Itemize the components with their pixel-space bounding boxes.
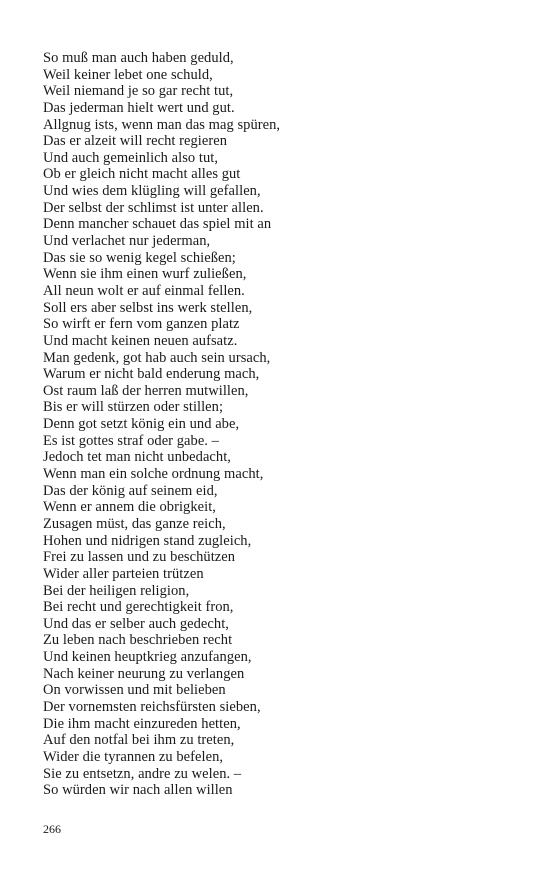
page-number: 266 (43, 822, 61, 836)
verse-line: Frei zu lassen und zu beschützen (43, 549, 236, 566)
verse-line: Bei der heiligen religion, (43, 582, 190, 599)
verse-line: Wenn sie ihm einen wurf zuließen, (43, 266, 247, 283)
verse-line: All neun wolt er auf einmal fellen. (43, 282, 245, 299)
verse-line: Der vornemsten reichsfürsten sieben, (43, 698, 261, 715)
verse-line: Es ist gottes straf oder gabe. – (43, 432, 219, 449)
verse-line: Und wies dem klügling will gefallen, (43, 183, 261, 200)
verse-line: Jedoch tet man nicht unbedacht, (43, 449, 231, 466)
verse-line: So würden wir nach allen willen (43, 782, 233, 799)
verse-line: Wenn er annem die obrigkeit, (43, 499, 216, 516)
verse-line: Man gedenk, got hab auch sein ursach, (43, 349, 271, 366)
verse-line: Zu leben nach beschrieben recht (43, 632, 233, 649)
verse-line: Und keinen heuptkrieg anzufangen, (43, 649, 252, 666)
verse-line: Bei recht und gerechtigkeit fron, (43, 599, 234, 616)
verse-line: Wider aller parteien trützen (43, 565, 204, 582)
verse-line: Bis er will stürzen oder stillen; (43, 399, 224, 416)
verse-line: On vorwissen und mit belieben (43, 682, 226, 699)
verse-line: Das der könig auf seinem eid, (43, 482, 218, 499)
verse-line: Allgnug ists, wenn man das mag spüren, (43, 116, 281, 133)
verse-line: Wider die tyrannen zu befelen, (43, 748, 224, 765)
verse-line: Nach keiner neurung zu verlangen (43, 665, 245, 682)
verse-line: Das er alzeit will recht regieren (43, 133, 228, 150)
verse-line: Auf den notfal bei ihm zu treten, (43, 732, 235, 749)
verse-line: Und macht keinen neuen aufsatz. (43, 332, 238, 349)
verse-line: Die ihm macht einzureden hetten, (43, 715, 241, 732)
verse-line: Und auch gemeinlich also tut, (43, 149, 219, 166)
verse-line: Zusagen müst, das ganze reich, (43, 515, 226, 532)
verse-line: Hohen und nidrigen stand zugleich, (43, 532, 252, 549)
verse-line: Ob er gleich nicht macht alles gut (43, 166, 241, 183)
verse-line: Sie zu entsetzn, andre zu welen. – (43, 765, 242, 782)
verse-line: Weil niemand je so gar recht tut, (43, 83, 234, 100)
verse-line: So muß man auch haben geduld, (43, 50, 234, 66)
poem-text (43, 50, 280, 799)
verse-line: Das sie so wenig kegel schießen; (43, 249, 236, 266)
verse-line: Und verlachet nur jederman, (43, 233, 211, 250)
verse-line: Der selbst der schlimst ist unter allen. (43, 199, 264, 216)
verse-line: Weil keiner lebet one schuld, (43, 66, 213, 83)
verse-line: Warum er nicht bald enderung mach, (43, 366, 260, 383)
verse-line: Und das er selber auch gedecht, (43, 615, 229, 632)
verse-line: Soll ers aber selbst ins werk stellen, (43, 299, 253, 316)
verse-line: So wirft er fern vom ganzen platz (43, 316, 240, 333)
verse-line: Ost raum laß der herren mutwillen, (43, 382, 249, 399)
verse-line: Das jederman hielt wert und gut. (43, 99, 235, 116)
verse-line: Denn mancher schauet das spiel mit an (43, 216, 272, 233)
verse-line: Wenn man ein solche ordnung macht, (43, 466, 264, 483)
verse-line: Denn got setzt könig ein und abe, (43, 416, 240, 433)
